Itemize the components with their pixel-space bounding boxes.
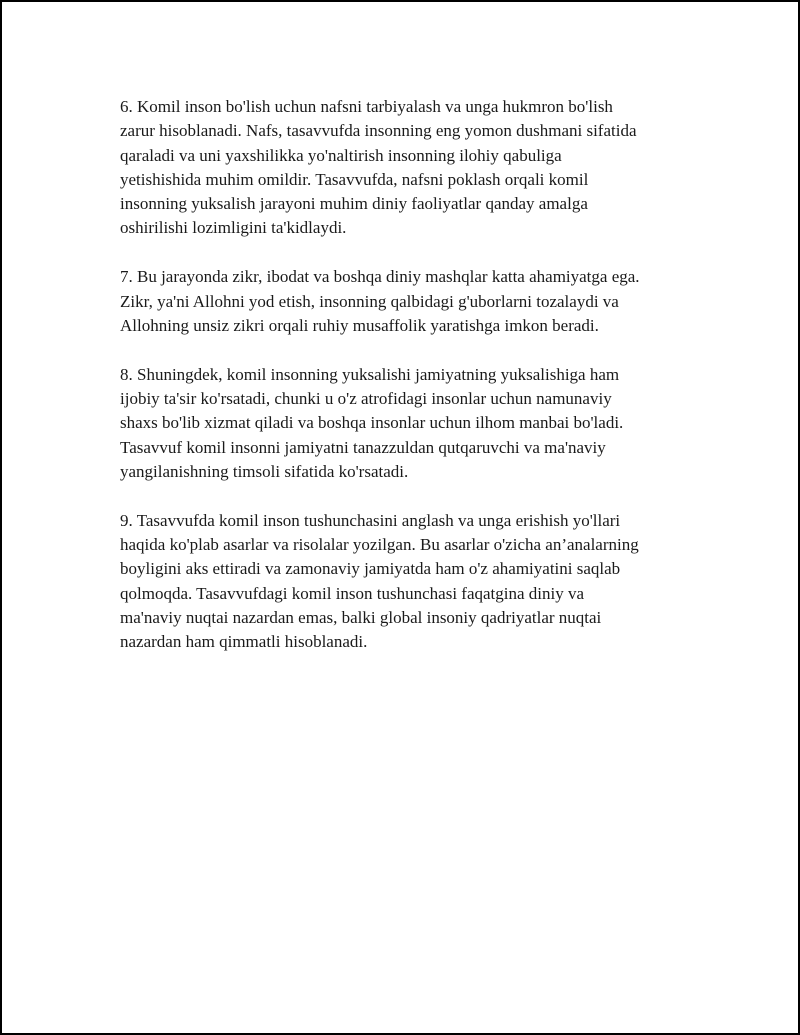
text-line: haqida ko'plab asarlar va risolalar yozilgan. Bu asarlar o'zicha an’analarning: [120, 534, 639, 554]
text-line: yetishishida muhim omildir. Tasavvufda, nafsni poklash orqali komil: [120, 169, 589, 189]
text-line: ma'naviy nuqtai nazardan emas, balki global insoniy qadriyatlar nuqtai: [120, 607, 602, 627]
text-line: nazardan ham qimmatli hisoblanadi.: [120, 632, 368, 652]
text-line: ijobiy ta'sir ko'rsatadi, chunki u o'z atrofidagi insonlar uchun namunaviy: [120, 388, 612, 408]
text-line: qaraladi va uni yaxshilikka yo'naltirish insonning ilohiy qabuliga: [120, 145, 562, 165]
text-line: Tasavvuf komil insonni jamiyatni tanazzuldan qutqaruvchi va ma'naviy: [120, 437, 606, 457]
paragraph-6: [120, 95, 710, 241]
text-line: 6. Komil inson bo'lish uchun nafsni tarbiyalash va unga hukmron bo'lish: [120, 97, 613, 116]
text-line: zarur hisoblanadi. Nafs, tasavvufda insonning eng yomon dushmani sifatida: [120, 121, 637, 141]
text-line: Zikr, ya'ni Allohni yod etish, insonning qalbidagi g'uborlarni tozalaydi va: [120, 291, 619, 311]
document-body: [120, 95, 710, 679]
text-line: Allohning unsiz zikri orqali ruhiy musaffolik yaratishga imkon beradi.: [120, 315, 599, 335]
paragraph-7: [120, 265, 710, 338]
text-line: 7. Bu jarayonda zikr, ibodat va boshqa diniy mashqlar katta ahamiyatga ega.: [120, 267, 640, 287]
text-line: insonning yuksalish jarayoni muhim diniy faoliyatlar qanday amalga: [120, 194, 588, 214]
text-line: qolmoqda. Tasavvufdagi komil inson tushunchasi faqatgina diniy va: [120, 583, 585, 603]
text-line: shaxs bo'lib xizmat qiladi va boshqa insonlar uchun ilhom manbai bo'ladi.: [120, 413, 624, 433]
text-line: boyligini aks ettiradi va zamonaviy jamiyatda ham o'z ahamiyatini saqlab: [120, 559, 621, 579]
text-line: 9. Tasavvufda komil inson tushunchasini anglash va unga erishish yo'llari: [120, 510, 621, 530]
text-line: 8. Shuningdek, komil insonning yuksalishi jamiyatning yuksalishiga ham: [120, 364, 620, 384]
paragraph-8: [120, 363, 710, 484]
text-line: oshirilishi lozimligini ta'kidlaydi.: [120, 218, 347, 238]
paragraph-9: [120, 509, 710, 655]
text-line: yangilanishning timsoli sifatida ko'rsatadi.: [120, 461, 409, 481]
